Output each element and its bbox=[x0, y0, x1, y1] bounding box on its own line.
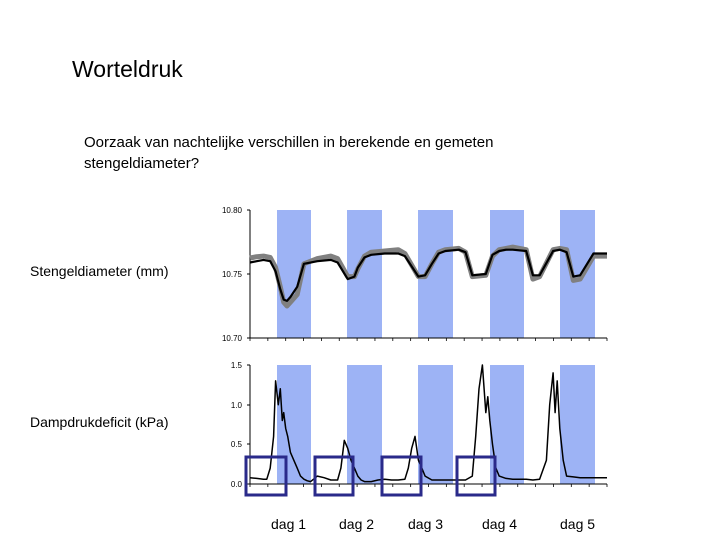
night-highlight-box-3 bbox=[382, 457, 421, 495]
y-tick-label: 0.5 bbox=[230, 440, 242, 449]
day-label-1: dag 1 bbox=[271, 516, 307, 532]
slide-subtitle: Oorzaak van nachtelijke verschillen in berekende en gemeten stengeldiameter? bbox=[84, 134, 494, 172]
y-tick-label: 1.0 bbox=[230, 401, 242, 410]
slide-title: Worteldruk bbox=[72, 56, 183, 82]
y-tick-label: 10.80 bbox=[221, 206, 242, 215]
day-label-4: dag 4 bbox=[482, 516, 518, 532]
night-band-diameter-5 bbox=[560, 210, 595, 338]
stem-diameter-axis-label: Stengeldiameter (mm) bbox=[30, 263, 169, 279]
night-band-diameter-1 bbox=[277, 210, 311, 338]
vpd-axis-label: Dampdrukdeficit (kPa) bbox=[30, 414, 169, 430]
night-band-diameter-2 bbox=[347, 210, 382, 338]
night-band-diameter-4 bbox=[490, 210, 524, 338]
night-band-vpd-5 bbox=[560, 365, 595, 484]
y-tick-label: 10.70 bbox=[221, 334, 242, 343]
y-tick-label: 10.75 bbox=[221, 270, 242, 279]
day-label-3: dag 3 bbox=[408, 516, 444, 532]
day-label-5: dag 5 bbox=[560, 516, 596, 532]
night-highlight-box-4 bbox=[457, 457, 495, 495]
y-tick-label: 0.0 bbox=[230, 480, 242, 489]
night-band-diameter-3 bbox=[418, 210, 453, 338]
day-label-2: dag 2 bbox=[339, 516, 375, 532]
y-tick-label: 1.5 bbox=[230, 361, 242, 370]
night-band-vpd-1 bbox=[277, 365, 311, 484]
night-band-vpd-3 bbox=[418, 365, 453, 484]
